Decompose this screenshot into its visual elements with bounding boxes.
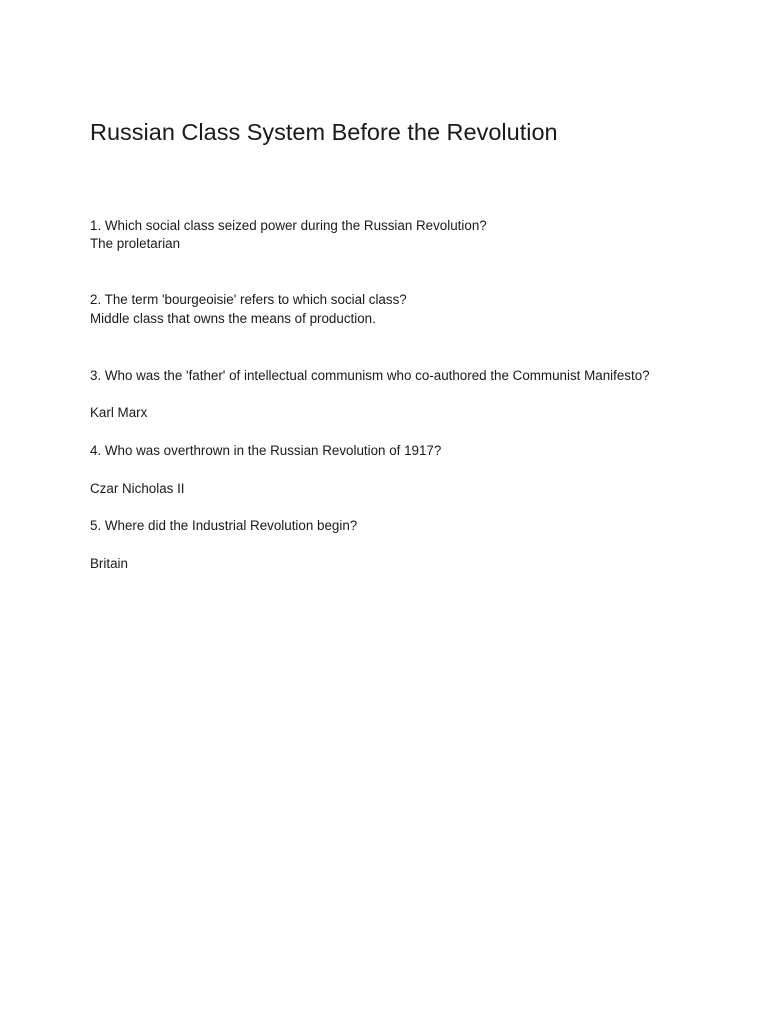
question-4: 4. Who was overthrown in the Russian Revolution of 1917? [90,443,442,458]
question-2: 2. The term 'bourgeoisie' refers to which social class? [90,292,407,307]
answer-3: Karl Marx [90,405,148,420]
question-5: 5. Where did the Industrial Revolution begin? [90,518,358,533]
answer-2: Middle class that owns the means of production. [90,311,376,326]
answer-5: Britain [90,556,128,571]
answer-1: The proletarian [90,236,181,251]
question-1: 1. Which social class seized power during the Russian Revolution? [90,218,487,233]
answer-4: Czar Nicholas II [90,481,185,496]
page-title: Russian Class System Before the Revolution [90,119,558,145]
question-3: 3. Who was the 'father' of intellectual communism who co-authored the Communist Manifesto? [90,368,650,383]
